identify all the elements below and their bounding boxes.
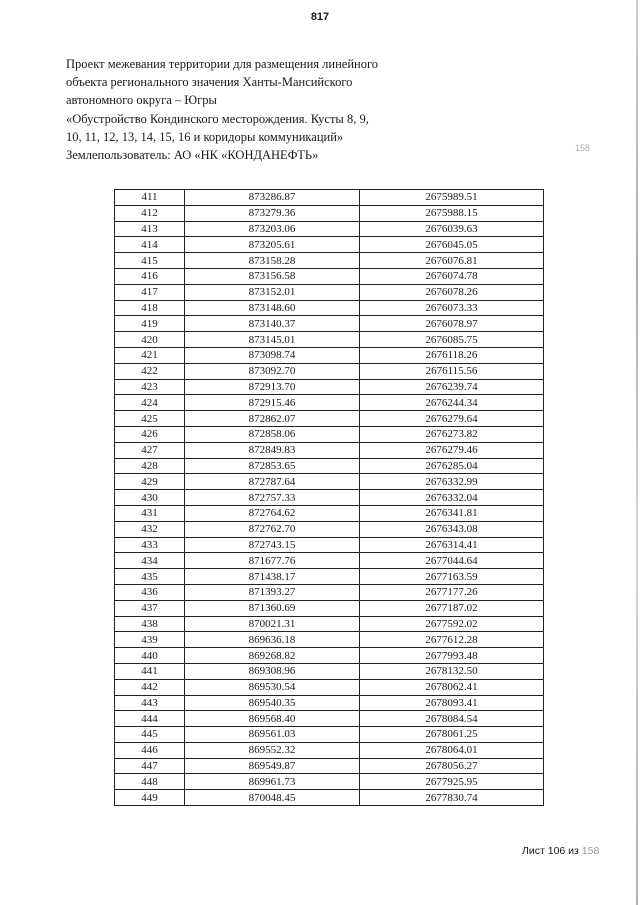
y-coordinate-cell: 2677925.95	[360, 774, 544, 790]
point-number-cell: 427	[115, 442, 185, 458]
y-coordinate-cell: 2676341.81	[360, 505, 544, 521]
point-number-cell: 426	[115, 426, 185, 442]
x-coordinate-cell: 869561.03	[185, 727, 360, 743]
y-coordinate-cell: 2678062.41	[360, 679, 544, 695]
scan-edge-line	[636, 0, 638, 905]
point-number-cell: 421	[115, 347, 185, 363]
x-coordinate-cell: 873145.01	[185, 332, 360, 348]
table-row	[115, 363, 544, 379]
point-number-cell: 423	[115, 379, 185, 395]
header-line: автономного округа – Югры	[66, 93, 217, 108]
header-line: «Обустройство Кондинского месторождения. Кусты 8, 9,	[66, 111, 369, 126]
point-number-cell: 448	[115, 774, 185, 790]
x-coordinate-cell: 872743.15	[185, 537, 360, 553]
x-coordinate-cell: 873098.74	[185, 347, 360, 363]
point-number-cell: 414	[115, 237, 185, 253]
y-coordinate-cell: 2676115.56	[360, 363, 544, 379]
point-number-cell: 432	[115, 521, 185, 537]
y-coordinate-cell: 2678061.25	[360, 727, 544, 743]
table-row	[115, 679, 544, 695]
x-coordinate-cell: 869568.40	[185, 711, 360, 727]
y-coordinate-cell: 2676078.97	[360, 316, 544, 332]
point-number-cell: 429	[115, 474, 185, 490]
table-row	[115, 190, 544, 206]
y-coordinate-cell: 2675989.51	[360, 190, 544, 206]
table-row	[115, 616, 544, 632]
x-coordinate-cell: 870048.45	[185, 790, 360, 806]
y-coordinate-cell: 2676239.74	[360, 379, 544, 395]
point-number-cell: 411	[115, 190, 185, 206]
y-coordinate-cell: 2676045.05	[360, 237, 544, 253]
point-number-cell: 413	[115, 221, 185, 237]
y-coordinate-cell: 2677187.02	[360, 600, 544, 616]
point-number-cell: 443	[115, 695, 185, 711]
point-number-cell: 430	[115, 490, 185, 506]
point-number-cell: 436	[115, 584, 185, 600]
x-coordinate-cell: 872915.46	[185, 395, 360, 411]
x-coordinate-cell: 869268.82	[185, 648, 360, 664]
table-row	[115, 253, 544, 269]
table-row	[115, 237, 544, 253]
page-number: 817	[310, 11, 330, 23]
y-coordinate-cell: 2676314.41	[360, 537, 544, 553]
table-row	[115, 742, 544, 758]
x-coordinate-cell: 869961.73	[185, 774, 360, 790]
point-number-cell: 435	[115, 569, 185, 585]
table-row	[115, 584, 544, 600]
table-row	[115, 395, 544, 411]
point-number-cell: 449	[115, 790, 185, 806]
y-coordinate-cell: 2678064.01	[360, 742, 544, 758]
table-row	[115, 379, 544, 395]
x-coordinate-cell: 873205.61	[185, 237, 360, 253]
y-coordinate-cell: 2675988.15	[360, 205, 544, 221]
table-row	[115, 632, 544, 648]
x-coordinate-cell: 872762.70	[185, 521, 360, 537]
coordinates-table	[114, 189, 544, 806]
y-coordinate-cell: 2676073.33	[360, 300, 544, 316]
y-coordinate-cell: 2676074.78	[360, 268, 544, 284]
y-coordinate-cell: 2676343.08	[360, 521, 544, 537]
table-row	[115, 442, 544, 458]
document-header	[66, 55, 426, 164]
y-coordinate-cell: 2677592.02	[360, 616, 544, 632]
y-coordinate-cell: 2676118.26	[360, 347, 544, 363]
header-line: 10, 11, 12, 13, 14, 15, 16 и коридоры коммуникаций»	[66, 129, 344, 144]
x-coordinate-cell: 869636.18	[185, 632, 360, 648]
x-coordinate-cell: 869530.54	[185, 679, 360, 695]
header-line: Проект межевания территории для размещения линейного	[66, 57, 379, 71]
x-coordinate-cell: 872913.70	[185, 379, 360, 395]
point-number-cell: 447	[115, 758, 185, 774]
table-row	[115, 695, 544, 711]
table-row	[115, 774, 544, 790]
y-coordinate-cell: 2677163.59	[360, 569, 544, 585]
point-number-cell: 412	[115, 205, 185, 221]
table-row	[115, 521, 544, 537]
x-coordinate-cell: 871393.27	[185, 584, 360, 600]
table-row	[115, 758, 544, 774]
point-number-cell: 434	[115, 553, 185, 569]
x-coordinate-cell: 872764.62	[185, 505, 360, 521]
point-number-cell: 425	[115, 411, 185, 427]
point-number-cell: 441	[115, 663, 185, 679]
point-number-cell: 418	[115, 300, 185, 316]
header-line: объекта регионального значения Ханты-Мансийского	[66, 75, 353, 90]
sheet-label: Лист 106 из	[522, 845, 582, 857]
y-coordinate-cell: 2676085.75	[360, 332, 544, 348]
x-coordinate-cell: 872757.33	[185, 490, 360, 506]
x-coordinate-cell: 872858.06	[185, 426, 360, 442]
scan-mark: 158	[575, 143, 591, 153]
table-row	[115, 205, 544, 221]
table-row	[115, 553, 544, 569]
table-row	[115, 727, 544, 743]
y-coordinate-cell: 2676273.82	[360, 426, 544, 442]
sheet-total: 158	[581, 845, 600, 857]
x-coordinate-cell: 873092.70	[185, 363, 360, 379]
point-number-cell: 445	[115, 727, 185, 743]
point-number-cell: 420	[115, 332, 185, 348]
table-row	[115, 458, 544, 474]
y-coordinate-cell: 2676285.04	[360, 458, 544, 474]
x-coordinate-cell: 873203.06	[185, 221, 360, 237]
x-coordinate-cell: 869540.35	[185, 695, 360, 711]
x-coordinate-cell: 873152.01	[185, 284, 360, 300]
point-number-cell: 416	[115, 268, 185, 284]
y-coordinate-cell: 2676244.34	[360, 395, 544, 411]
table-row	[115, 790, 544, 806]
table-row	[115, 490, 544, 506]
point-number-cell: 437	[115, 600, 185, 616]
x-coordinate-cell: 872787.64	[185, 474, 360, 490]
y-coordinate-cell: 2676078.26	[360, 284, 544, 300]
table-row	[115, 600, 544, 616]
point-number-cell: 433	[115, 537, 185, 553]
point-number-cell: 415	[115, 253, 185, 269]
table-row	[115, 474, 544, 490]
x-coordinate-cell: 871360.69	[185, 600, 360, 616]
y-coordinate-cell: 2678084.54	[360, 711, 544, 727]
point-number-cell: 424	[115, 395, 185, 411]
point-number-cell: 440	[115, 648, 185, 664]
y-coordinate-cell: 2677044.64	[360, 553, 544, 569]
table-row	[115, 426, 544, 442]
coordinates-table-body	[115, 190, 544, 806]
x-coordinate-cell: 873158.28	[185, 253, 360, 269]
y-coordinate-cell: 2676332.99	[360, 474, 544, 490]
x-coordinate-cell: 873279.36	[185, 205, 360, 221]
point-number-cell: 428	[115, 458, 185, 474]
point-number-cell: 444	[115, 711, 185, 727]
table-row	[115, 569, 544, 585]
sheet-counter	[522, 845, 599, 857]
y-coordinate-cell: 2676279.46	[360, 442, 544, 458]
point-number-cell: 438	[115, 616, 185, 632]
point-number-cell: 446	[115, 742, 185, 758]
table-row	[115, 316, 544, 332]
y-coordinate-cell: 2677612.28	[360, 632, 544, 648]
x-coordinate-cell: 869308.96	[185, 663, 360, 679]
x-coordinate-cell: 872849.83	[185, 442, 360, 458]
y-coordinate-cell: 2677177.26	[360, 584, 544, 600]
table-row	[115, 300, 544, 316]
point-number-cell: 417	[115, 284, 185, 300]
y-coordinate-cell: 2678093.41	[360, 695, 544, 711]
x-coordinate-cell: 872862.07	[185, 411, 360, 427]
x-coordinate-cell: 871438.17	[185, 569, 360, 585]
y-coordinate-cell: 2676076.81	[360, 253, 544, 269]
y-coordinate-cell: 2677993.48	[360, 648, 544, 664]
x-coordinate-cell: 869549.87	[185, 758, 360, 774]
table-row	[115, 284, 544, 300]
header-line: Землепользователь: АО «НК «КОНДАНЕФТЬ»	[66, 148, 319, 163]
y-coordinate-cell: 2677830.74	[360, 790, 544, 806]
y-coordinate-cell: 2676332.04	[360, 490, 544, 506]
y-coordinate-cell: 2678056.27	[360, 758, 544, 774]
table-row	[115, 347, 544, 363]
table-row	[115, 221, 544, 237]
table-row	[115, 332, 544, 348]
x-coordinate-cell: 873156.58	[185, 268, 360, 284]
table-row	[115, 648, 544, 664]
y-coordinate-cell: 2676279.64	[360, 411, 544, 427]
point-number-cell: 442	[115, 679, 185, 695]
table-row	[115, 268, 544, 284]
x-coordinate-cell: 871677.76	[185, 553, 360, 569]
point-number-cell: 422	[115, 363, 185, 379]
table-row	[115, 411, 544, 427]
point-number-cell: 439	[115, 632, 185, 648]
x-coordinate-cell: 872853.65	[185, 458, 360, 474]
table-row	[115, 537, 544, 553]
table-row	[115, 663, 544, 679]
x-coordinate-cell: 873140.37	[185, 316, 360, 332]
table-row	[115, 505, 544, 521]
table-row	[115, 711, 544, 727]
point-number-cell: 419	[115, 316, 185, 332]
x-coordinate-cell: 869552.32	[185, 742, 360, 758]
x-coordinate-cell: 873286.87	[185, 190, 360, 206]
x-coordinate-cell: 873148.60	[185, 300, 360, 316]
x-coordinate-cell: 870021.31	[185, 616, 360, 632]
y-coordinate-cell: 2678132.50	[360, 663, 544, 679]
point-number-cell: 431	[115, 505, 185, 521]
y-coordinate-cell: 2676039.63	[360, 221, 544, 237]
